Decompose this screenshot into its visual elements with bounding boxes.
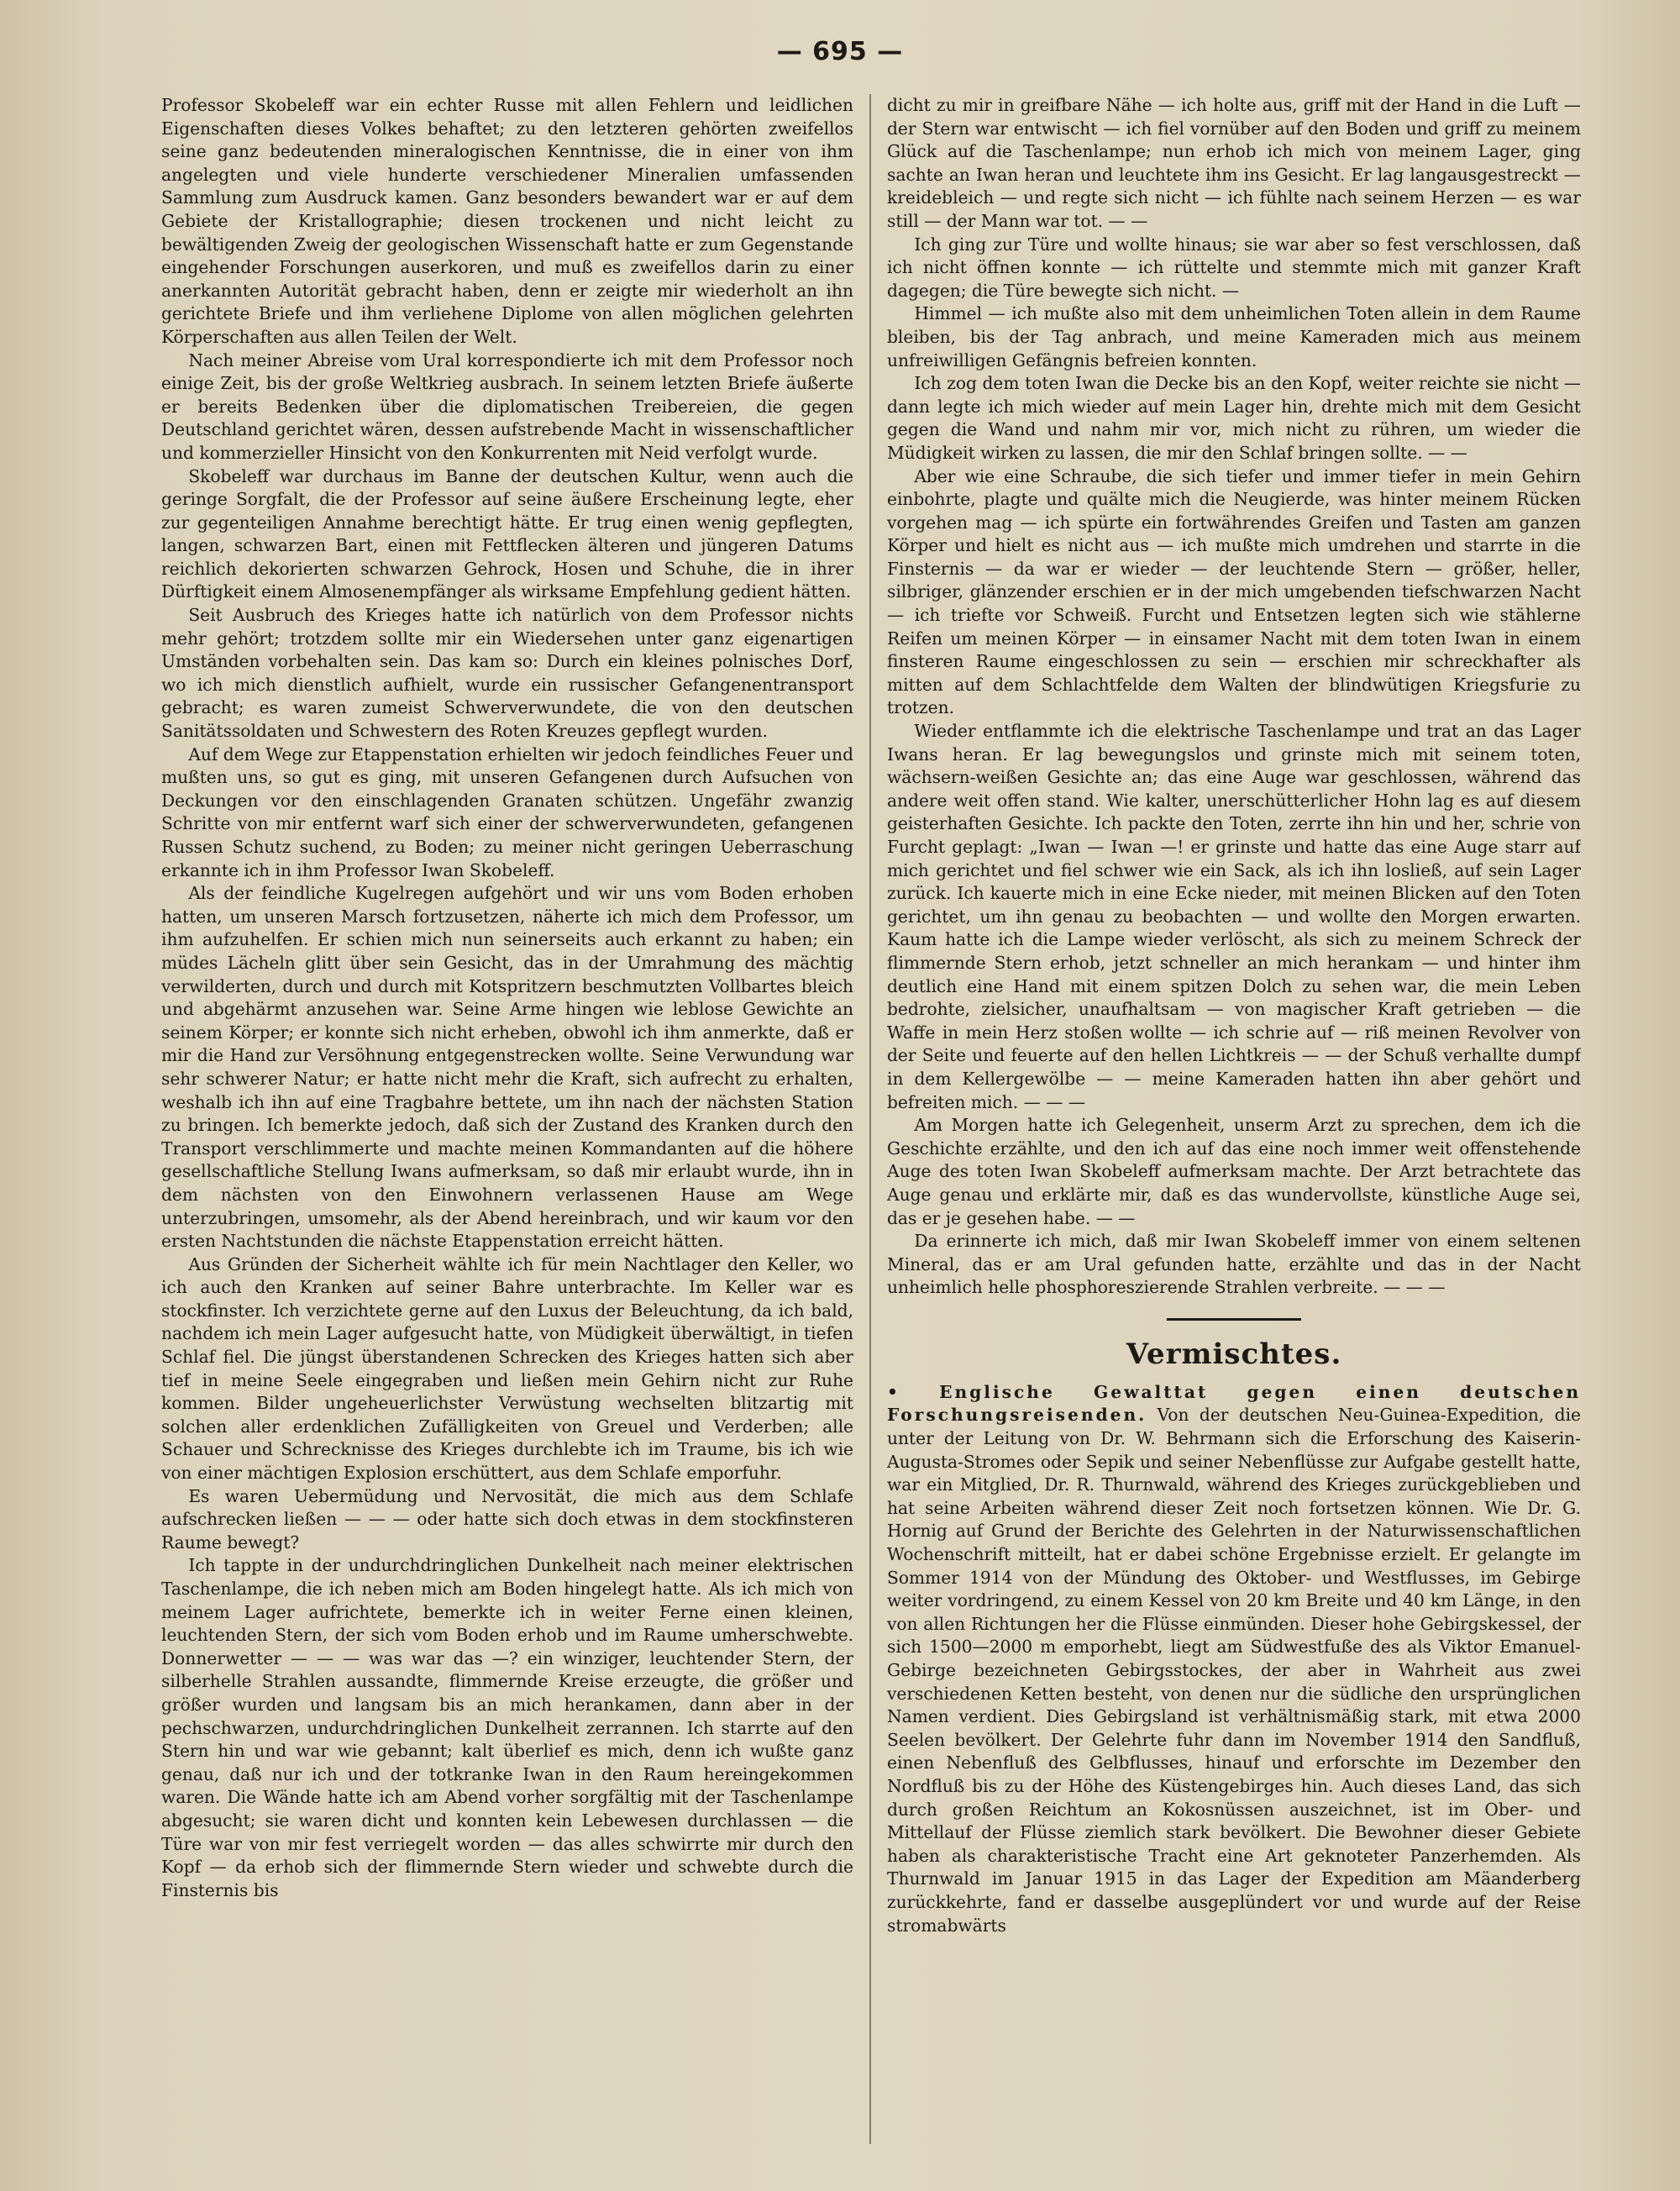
- story-paragraph-10: dicht zu mir in greifbare Nähe — ich holte aus, griff mit der Hand in die Luft — der Stern war entwischt — ich fiel vornüber auf den Boden und griff zu meinem Glück auf die Taschenlampe; nun erhob ich mich von meinem Lager, ging sachte an Iwan heran und leuchtete ihm ins Gesicht. Er lag langausgestreckt — kreidebleich — und regte sich nicht — ich fühlte nach seinem Herzen — es war still — der Mann war tot. — —: [887, 95, 1581, 231]
- story-paragraph-3: Skobeleff war durchaus im Banne der deutschen Kultur, wenn auch die geringe Sorgfalt, die der Professor auf seine äußere Erscheinung legte, eher zur gegenteiligen Annahme berechtigt hätte. Er trug einen wenig gepflegten, langen, schwarzen Bart, einen mit Fettflecken älteren und jüngeren Datums reichlich dekorierten schwarzen Gehrock, Hosen und Schuhe, die in ihrer Dürftigkeit einem Almosenempfänger als wirksame Empfehlung gedient hätten.: [161, 465, 853, 602]
- story-paragraph-7: Aus Gründen der Sicherheit wählte ich für mein Nachtlager den Keller, wo ich auch den Kranken auf seiner Bahre unterbrachte. Im Keller war es stockfinster. Ich verzichtete gerne auf den Luxus der Beleuchtung, da ich bald, nachdem ich mein Lager aufgesucht hatte, von Müdigkeit überwältigt, in tiefen Schlaf fiel. Die jüngst überstandenen Schrecken des Krieges hatten sich aber tief in meine Seele eingegraben und ließen mein Gehirn nicht zur Ruhe kommen. Bilder ungeheuerlichster Verwüstung wechselten blitzartig mit solchen aller erdenklichen Zufälligkeiten von Greuel und Verderben; alle Schauer und Schrecknisse des Krieges durchlebte ich im Traume, bis ich wie von einer mächtigen Explosion erschüttert, aus dem Schlafe emporfuhr.: [161, 1253, 853, 1484]
- story-paragraph-4: Seit Ausbruch des Krieges hatte ich natürlich von dem Professor nichts mehr gehört; trotzdem sollte mir ein Wiedersehen unter ganz eigenartigen Umständen vorbehalten sein. Das kam so: Durch ein kleines polnisches Dorf, wo ich mich dienstlich aufhielt, wurde ein russischer Gefangenentransport gebracht; es waren zumeist Schwerverwundete, die von den deutschen Sanitätssoldaten und Schwestern des Roten Kreuzes gepflegt wurden.: [161, 605, 853, 742]
- section-title: Vermischtes.: [1126, 1337, 1342, 1371]
- column-rule: [869, 94, 871, 2144]
- story-paragraph-11: Ich ging zur Türe und wollte hinaus; sie war aber so fest verschlossen, daß ich nicht öffnen konnte — ich rüttelte und stemmte mich mit ganzer Kraft dagegen; die Türe bewegte sich nicht. —: [887, 234, 1581, 301]
- story-paragraph-13: Ich zog dem toten Iwan die Decke bis an den Kopf, weiter reichte sie nicht — dann legte ich mich wieder auf mein Lager hin, drehte mich mit dem Gesicht gegen die Wand und nahm mir vor, mich nicht zu rühren, um wieder die Müdigkeit wirken zu lassen, die mir den Schlaf bringen sollte. — —: [887, 373, 1581, 463]
- news-item-heading: • Englische Gewalttat gegen einen deutschen Forschungsreisenden.: [887, 1381, 1581, 1426]
- story-paragraph-14: Aber wie eine Schraube, die sich tiefer und immer tiefer in mein Gehirn einbohrte, plagte und quälte mich die Neugierde, was hinter meinem Rücken vorgehen mag — ich spürte ein fortwährendes Greifen und Tasten am ganzen Körper und hielt es nicht aus — ich mußte mich umdrehen und starrte in die Finsternis — da war er wieder — der leuchtende Stern — größer, heller, silbriger, glänzender erschien er in der mich umgebenden tiefschwarzen Nacht — ich triefte vor Schweiß. Furcht und Entsetzen legten sich wie stählerne Reifen um meinen Körper — in einsamer Nacht mit dem toten Iwan in einem finsteren Raume eingeschlossen zu sein — erschien mir schreckhafter als mitten auf dem Schlachtfelde dem Walten der blindwütigen Kriegsfurie zu trotzen.: [887, 465, 1581, 718]
- right-column: [887, 94, 1581, 2173]
- story-paragraph-9: Ich tappte in der undurchdringlichen Dunkelheit nach meiner elektrischen Taschenlampe, die ich neben mich am Boden hingelegt hatte. Als ich mich von meinem Lager aufrichtete, bemerkte ich in weiter Ferne einen kleinen, leuchtenden Stern, der sich vom Boden erhob und im Raume umherschwebte. Donnerwetter — — — was war das —? ein winziger, leuchtender Stern, der silberhelle Strahlen aussandte, flimmernde Kreise erzeugte, die größer und größer wurden und langsam bis an mich herankamen, dann aber in der pechschwarzen, undurchdringlichen Dunkelheit zerrannen. Ich starrte auf den Stern hin und war wie gebannt; kalt überlief es mich, denn ich wußte ganz genau, daß nur ich und der totkranke Iwan in den Raum hereingekommen waren. Die Wände hatte ich am Abend vorher sorgfältig mit der Taschenlampe abgesucht; sie waren dicht und konnten kein Lebewesen durchlassen — die Türe war von mir fest verriegelt worden — das alles schwirrte mir durch den Kopf — da erhob sich der flimmernde Stern wieder und schwebte durch die Finsternis bis: [161, 1555, 853, 1900]
- story-paragraph-5: Auf dem Wege zur Etappenstation erhielten wir jedoch feindliches Feuer und mußten uns, so gut es ging, mit unseren Gefangenen durch Aufsuchen von Deckungen vor den einschlagenden Granaten schützen. Ungefähr zwanzig Schritte von mir entfernt warf sich einer der schwerverwundeten, gefangenen Russen Schutz suchend, zu Boden; zu meiner nicht geringen Ueberraschung erkannte ich in ihm Professor Iwan Skobeleff.: [161, 743, 853, 880]
- story-paragraph-15: Wieder entflammte ich die elektrische Taschenlampe und trat an das Lager Iwans heran. Er lag bewegungslos und grinste mich mit seinem toten, wächsern-weißen Gesichte an; das eine Auge war geschlossen, während das andere weit offen stand. Wie kalter, unerschütterlicher Hohn lag es auf diesem geisterhaften Gesichte. Ich packte den Toten, zerrte ihn hin und her, schrie von Furcht geplagt: „Iwan — Iwan —! er grinste und hatte das eine Auge starr auf mich gerichtet und fiel schwer wie ein Sack, als ich ihn losließ, auf sein Lager zurück. Ich kauerte mich in eine Ecke nieder, mit meinen Blicken auf den Toten gerichtet, um ihn genau zu beobachten — und wollte den Morgen erwarten. Kaum hatte ich die Lampe wieder verlöscht, als sich zu meinem Schreck der flimmernde Stern erhob, jetzt schneller an mich herankam — und hinter ihm deutlich eine Hand mit einem spitzen Dolch zu sehen war, die mein Leben bedrohte, zielsicher, unaufhaltsam — von magischer Kraft getrieben — die Waffe in mein Herz stoßen wollte — ich schrie auf — riß meinen Revolver von der Seite und feuerte auf den hellen Lichtkreis — — der Schuß verhallte dumpf in dem Kellergewölbe — — meine Kameraden hatten ihn aber gehört und befreiten mich. — — —: [887, 721, 1581, 1112]
- story-paragraph-16: Am Morgen hatte ich Gelegenheit, unserm Arzt zu sprechen, dem ich die Geschichte erzählte, und den ich auf das eine noch immer weit offenstehende Auge des toten Iwan Skobeleff aufmerksam machte. Der Arzt betrachtete das Auge genau und erklärte mir, daß es das wundervollste, künstliche Auge sei, das er je gesehen habe. — —: [887, 1115, 1581, 1228]
- section-divider: [1167, 1318, 1301, 1321]
- news-item-body: Von der deutschen Neu-Guinea-Expedition, die unter der Leitung von Dr. W. Behrmann sich die Erforschung des Kaiserin-Augusta-Stromes oder Sepik und seiner Nebenflüsse zur Aufgabe gestellt hatte, war ein Mitglied, Dr. R. Thurnwald, während des Krieges zurückgeblieben und hat seine Arbeiten während dieser Zeit noch fortsetzen können. Wie Dr. G. Hornig auf Grund der Berichte des Gelehrten in der Naturwissenschaftlichen Wochenschrift mitteilt, hat er dabei schöne Ergebnisse erzielt. Er gelangte im Sommer 1914 von der Mündung des Oktober- und Westflusses, im Gebirge weiter vordringend, zu einem Kessel von 20 km Breite und 40 km Länge, in den von allen Richtungen her die Flüsse einmünden. Dieser hohe Gebirgskessel, der sich 1500—2000 m emporhebt, liegt am Südwestfuße des als Viktor Emanuel-Gebirge bezeichneten Gebirgsstockes, der aber in Wahrheit aus zwei verschiedenen Ketten besteht, von denen nur die südliche den ursprünglichen Namen verdient. Dies Gebirgsland ist verhältnismäßig stark, mit etwa 2000 Seelen bevölkert. Der Gelehrte fuhr dann im November 1914 den Sandfluß, einen Nebenfluß des Gelbflusses, hinauf und erforschte im Dezember den Nordfluß bis zu der Höhe des Küstengebirges hin. Auch dieses Land, das sich durch großen Reichtum an Kokosnüssen auszeichnet, ist im Ober- und Mittellauf der Flüsse ziemlich stark bevölkert. Die Bewohner dieser Gebiete haben als charakteristische Tracht eine Art geknoteter Panzerhemden. Als Thurnwald im Januar 1915 in das Lager der Expedition am Mäanderberg zurückkehrte, fand er dasselbe ausgeplündert vor und wurde auf der Reise stromabwärts: [887, 1405, 1581, 1936]
- story-paragraph-8: Es waren Uebermüdung und Nervosität, die mich aus dem Schlafe aufschrecken ließen — — — oder hatte sich doch etwas in dem stockfinsteren Raume bewegt?: [161, 1485, 853, 1553]
- page-number: — 695 —: [776, 37, 904, 66]
- story-paragraph-17: Da erinnerte ich mich, daß mir Iwan Skobeleff immer von einem seltenen Mineral, das er am Ural gefunden hatte, erzählte und das in der Nacht unheimlich helle phosphoreszierende Strahlen verbreite. — — —: [887, 1231, 1581, 1298]
- story-paragraph-2: Nach meiner Abreise vom Ural korrespondierte ich mit dem Professor noch einige Zeit, bis der große Weltkrieg ausbrach. In seinem letzten Briefe äußerte er bereits Bedenken über die diplomatischen Treibereien, die gegen Deutschland gerichtet wären, dessen aufstrebende Macht in wissenschaftlicher und kommerzieller Hinsicht von den Konkurrenten mit Neid verfolgt wurde.: [161, 349, 853, 463]
- story-paragraph-6: Als der feindliche Kugelregen aufgehört und wir uns vom Boden erhoben hatten, um unseren Marsch fortzusetzen, näherte ich mich dem Professor, um ihm aufzuhelfen. Er schien mich nun seinerseits auch erkannt zu haben; ein müdes Lächeln glitt über sein Gesicht, das in der Umrahmung des mächtig verwilderten, durch und durch mit Kotspritzern beschmutzten Vollbartes bleich und abgehärmt anzusehen war. Seine Arme hingen wie leblose Gewichte an seinem Körper; er konnte sich nicht erheben, obwohl ich ihm anmerkte, daß er mir die Hand zur Versöhnung entgegenstrecken wollte. Seine Verwundung war sehr schwerer Natur; er hatte nicht mehr die Kraft, sich aufrecht zu erhalten, weshalb ich ihn auf eine Tragbahre bettete, um ihn nach der nächsten Station zu bringen. Ich bemerkte jedoch, daß sich der Zustand des Kranken durch den Transport verschlimmerte und machte meinen Kommandanten auf die höhere gesellschaftliche Stellung Iwans aufmerksam, so daß mir erlaubt wurde, ihn in dem nächsten von den Einwohnern verlassenen Hause am Wege unterzubringen, umsomehr, als der Abend hereinbrach, und wir kaum vor den ersten Nachtstunden die nächste Etappenstation erreicht hätten.: [161, 883, 853, 1252]
- story-paragraph-1: Professor Skobeleff war ein echter Russe mit allen Fehlern und leidlichen Eigenschaften dieses Volkes behaftet; zu den letzteren gehörten zweifellos seine ganz bedeutenden mineralogischen Kenntnisse, die in einer von ihm angelegten und viele hunderte verschiedener Mineralien umfassenden Sammlung zum Ausdruck kamen. Ganz besonders bewandert war er auf dem Gebiete der Kristallographie; diesen trockenen und nicht leicht zu bewältigenden Zweig der geologischen Wissenschaft hatte er zum Gegenstande eingehender Forschungen auserkoren, und muß es zweifellos darin zu einer anerkannten Autorität gebracht haben, denn er zeigte mir wiederholt an ihn gerichtete Briefe und ihm verliehene Diplome von allen möglichen gelehrten Körperschaften aus allen Teilen der Welt.: [161, 95, 853, 347]
- news-item: [887, 1381, 1581, 1937]
- left-column: [161, 94, 853, 2173]
- story-paragraph-12: Himmel — ich mußte also mit dem unheimlichen Toten allein in dem Raume bleiben, bis der Tag anbrach, und meine Kameraden mich aus meinem unfreiwilligen Gefängnis befreien konnten.: [887, 303, 1581, 370]
